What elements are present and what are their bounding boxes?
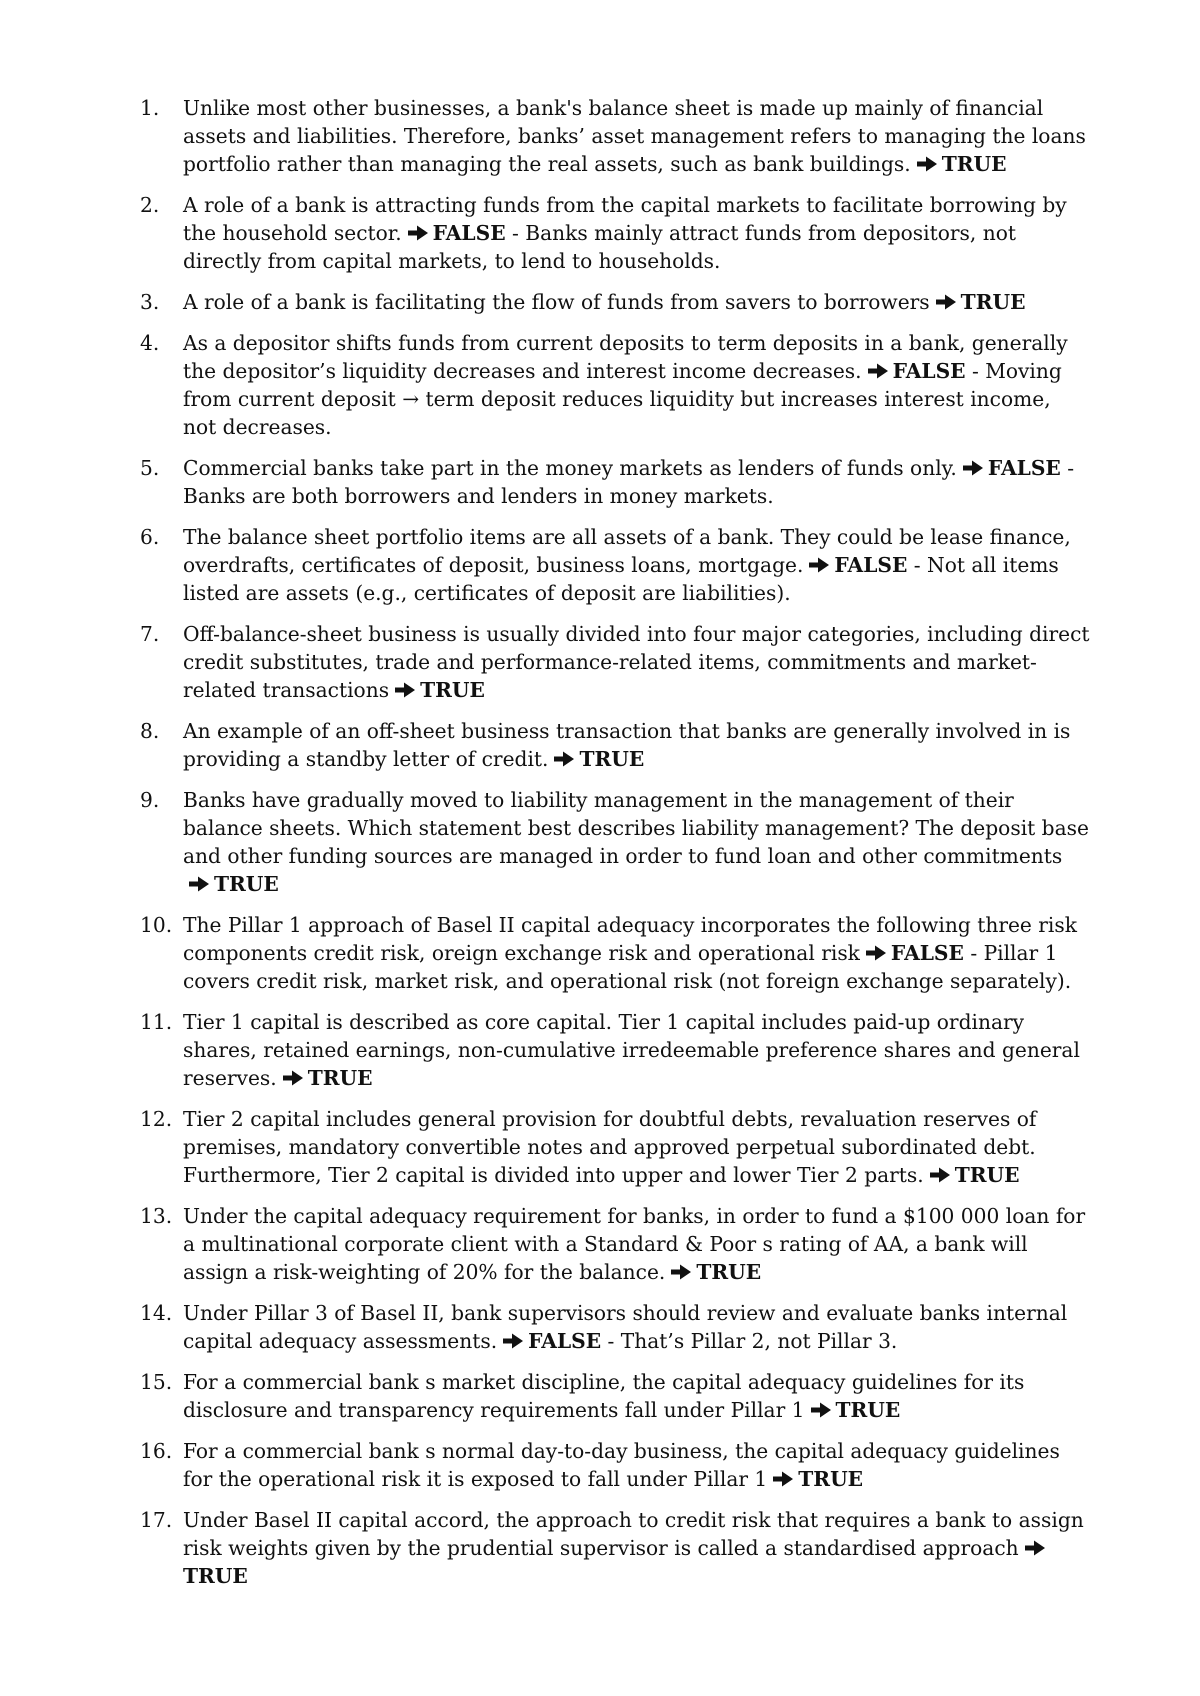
question-number: 10. <box>140 913 173 937</box>
question-text: Unlike most other businesses, a bank's balance sheet is made up mainly of financial assets and liabilities. Therefore, banks’ asset management refers to managing the loans portfolio rather than managing the real assets, such as bank buildings. <box>183 96 1086 176</box>
question-text: An example of an off-sheet business transaction that banks are generally involved in is providing a standby letter of credit. <box>183 719 1071 771</box>
question-number: 4. <box>140 331 160 355</box>
question-number: 9. <box>140 788 160 812</box>
explanation-separator: - <box>907 553 928 577</box>
question-number: 13. <box>140 1204 173 1228</box>
question-number: 6. <box>140 525 160 549</box>
question-text: A role of a bank is facilitating the flow of funds from savers to borrowers <box>183 290 930 314</box>
question-item <box>140 620 1090 704</box>
right-arrow-icon <box>929 1166 951 1184</box>
explanation-separator: - <box>963 941 984 965</box>
explanation-separator: - <box>965 359 986 383</box>
question-number: 11. <box>140 1010 173 1034</box>
question-number: 7. <box>140 622 160 646</box>
question-text: As a depositor shifts funds from current deposits to term deposits in a bank, generally the depositor’s liquidity decreases and interest income decreases. <box>183 331 1068 383</box>
right-arrow-icon <box>916 155 938 173</box>
answer-explanation: Not all items listed are assets (e.g., certificates of deposit are liabilities). <box>183 553 1059 605</box>
question-text: Under the capital adequacy requirement for banks, in order to fund a $100 000 loan for a multinational corporate client with a Standard & Poor s rating of AA, a bank will assign a risk-weighting of 20% for the balance. <box>183 1204 1086 1284</box>
question-number: 1. <box>140 96 160 120</box>
question-text: Tier 1 capital is described as core capital. Tier 1 capital includes paid-up ordinary shares, retained earnings, non-cumulative irredeemable preference shares and general reserves. <box>183 1010 1080 1090</box>
right-arrow-icon <box>670 1263 692 1281</box>
question-number: 5. <box>140 456 160 480</box>
answer-explanation: Banks are both borrowers and lenders in money markets. <box>183 484 774 508</box>
right-arrow-icon <box>867 362 889 380</box>
question-item <box>140 191 1090 275</box>
explanation-separator: - <box>1060 456 1075 480</box>
answer-verdict: FALSE <box>890 941 964 965</box>
answer-explanation: Moving from current deposit → term deposit reduces liquidity but increases interest income, not decreases. <box>183 359 1062 439</box>
question-item <box>140 1299 1090 1355</box>
answer-explanation: That’s Pillar 2, not Pillar 3. <box>620 1329 898 1353</box>
question-number: 12. <box>140 1107 173 1131</box>
question-item <box>140 786 1090 898</box>
question-text: Commercial banks take part in the money markets as lenders of funds only. <box>183 456 957 480</box>
right-arrow-icon <box>502 1332 524 1350</box>
answer-verdict: FALSE <box>432 221 506 245</box>
answer-verdict: FALSE <box>528 1329 602 1353</box>
right-arrow-icon <box>553 750 575 768</box>
answer-verdict: TRUE <box>960 290 1026 314</box>
question-text: Under Pillar 3 of Basel II, bank supervisors should review and evaluate banks internal capital adequacy assessments. <box>183 1301 1068 1353</box>
question-item <box>140 329 1090 441</box>
question-text: The Pillar 1 approach of Basel II capital adequacy incorporates the following three risk components credit risk, oreign exchange risk and operational risk <box>183 913 1077 965</box>
right-arrow-icon <box>772 1470 794 1488</box>
question-number: 15. <box>140 1370 173 1394</box>
question-number: 2. <box>140 193 160 217</box>
answer-verdict: TRUE <box>307 1066 373 1090</box>
answer-explanation: Pillar 1 covers credit risk, market risk, and operational risk (not foreign exchange separately). <box>183 941 1072 993</box>
question-text: A role of a bank is attracting funds from the capital markets to facilitate borrowing by the household sector. <box>183 193 1067 245</box>
question-number: 17. <box>140 1508 173 1532</box>
question-item <box>140 523 1090 607</box>
question-item <box>140 1105 1090 1189</box>
right-arrow-icon <box>935 293 957 311</box>
question-item <box>140 1368 1090 1424</box>
question-text: Off-balance-sheet business is usually divided into four major categories, including direct credit substitutes, trade and performance-related items, commitments and market-related transactions <box>183 622 1090 702</box>
question-item <box>140 288 1090 316</box>
question-item <box>140 94 1090 178</box>
right-arrow-icon <box>962 459 984 477</box>
explanation-separator: - <box>601 1329 621 1353</box>
question-item <box>140 911 1090 995</box>
answer-verdict: TRUE <box>420 678 485 702</box>
right-arrow-icon <box>394 681 416 699</box>
question-text: Under Basel II capital accord, the approach to credit risk that requires a bank to assign risk weights given by the prudential supervisor is called a standardised approach <box>183 1508 1084 1560</box>
question-text: The balance sheet portfolio items are all assets of a bank. They could be lease finance, overdrafts, certificates of deposit, business loans, mortgage. <box>183 525 1071 577</box>
question-text: Banks have gradually moved to liability management in the management of their balance sheets. Which statement best describes liability management? The deposit base and other funding sources are managed in order to fund loan and other commitments <box>183 788 1089 868</box>
answer-verdict: TRUE <box>941 152 1007 176</box>
answer-verdict: TRUE <box>183 1564 248 1588</box>
answer-verdict: FALSE <box>834 553 908 577</box>
answer-verdict: TRUE <box>579 747 645 771</box>
explanation-separator: - <box>505 221 526 245</box>
answer-verdict: TRUE <box>835 1398 901 1422</box>
question-item <box>140 1008 1090 1092</box>
question-item <box>140 1202 1090 1286</box>
answer-verdict: TRUE <box>798 1467 864 1491</box>
question-number: 8. <box>140 719 160 743</box>
question-list <box>140 94 1090 1603</box>
answer-verdict: FALSE <box>987 456 1061 480</box>
answer-verdict: TRUE <box>954 1163 1020 1187</box>
question-item <box>140 1506 1090 1590</box>
question-number: 16. <box>140 1439 173 1463</box>
question-text: For a commercial bank s normal day-to-day business, the capital adequacy guidelines for the operational risk it is exposed to fall under Pillar 1 <box>183 1439 1060 1491</box>
question-number: 14. <box>140 1301 173 1325</box>
answer-verdict: FALSE <box>892 359 966 383</box>
right-arrow-icon <box>188 875 210 893</box>
right-arrow-icon <box>407 224 429 242</box>
right-arrow-icon <box>1024 1539 1046 1557</box>
question-item <box>140 717 1090 773</box>
right-arrow-icon <box>808 556 830 574</box>
question-item <box>140 454 1090 510</box>
question-item <box>140 1437 1090 1493</box>
right-arrow-icon <box>810 1401 832 1419</box>
right-arrow-icon <box>282 1069 304 1087</box>
answer-verdict: TRUE <box>696 1260 762 1284</box>
answer-verdict: TRUE <box>214 872 279 896</box>
question-number: 3. <box>140 290 160 314</box>
answer-explanation: Banks mainly attract funds from depositors, not directly from capital markets, to lend to households. <box>183 221 1016 273</box>
right-arrow-icon <box>865 944 887 962</box>
question-text: For a commercial bank s market discipline, the capital adequacy guidelines for its disclosure and transparency requirements fall under Pillar 1 <box>183 1370 1025 1422</box>
question-text: Tier 2 capital includes general provision for doubtful debts, revaluation reserves of premises, mandatory convertible notes and approved perpetual subordinated debt. Furthermore, Tier 2 capital is divided into upper and lower Tier 2 parts. <box>183 1107 1037 1187</box>
